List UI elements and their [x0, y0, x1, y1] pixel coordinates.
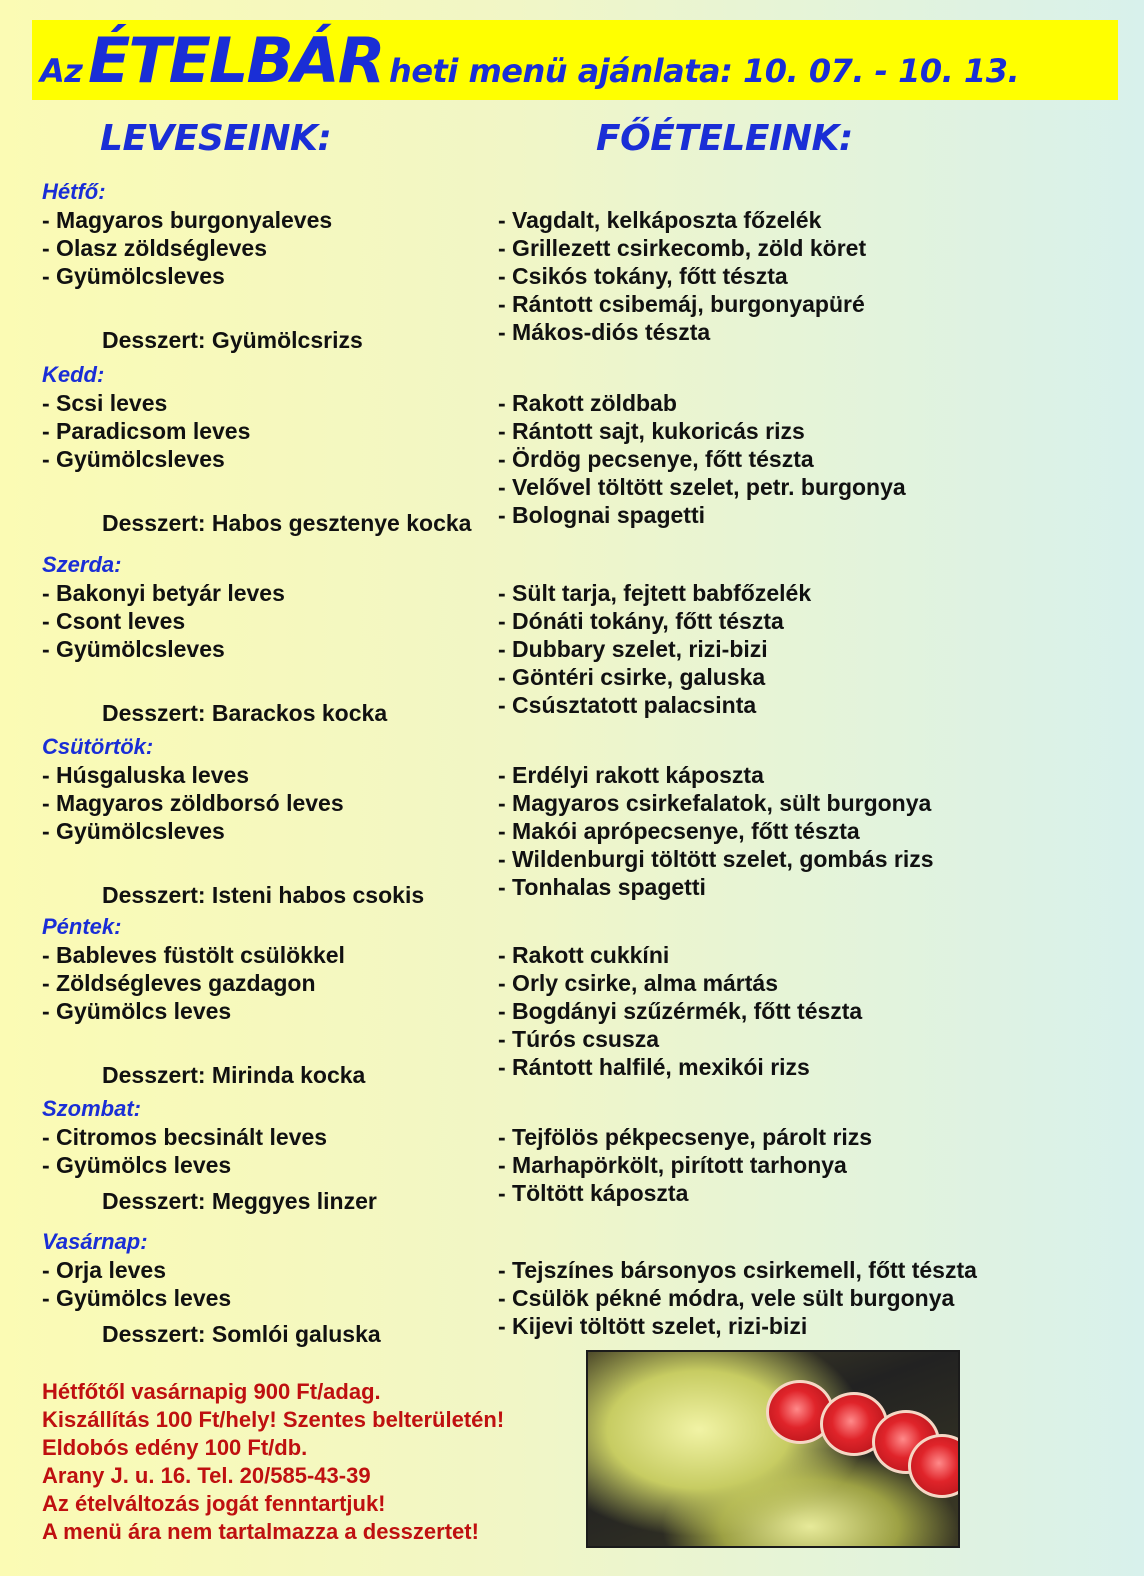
title-prefix: Az	[40, 52, 83, 90]
main-item: - Rakott zöldbab	[498, 390, 677, 416]
soup-item: - Gyümölcsleves	[42, 446, 225, 472]
soup-item: - Gyümölcsleves	[42, 636, 225, 662]
day-name: Hétfő:	[42, 179, 106, 204]
page-title	[40, 24, 1020, 97]
day-name: Szombat:	[42, 1096, 141, 1121]
mains-heading: FŐÉTELEINK:	[596, 118, 853, 159]
soups-heading: LEVESEINK:	[100, 118, 332, 159]
main-item: - Rakott cukkíni	[498, 942, 670, 968]
mains-monday	[498, 206, 866, 346]
soup-item: - Orja leves	[42, 1257, 167, 1283]
soup-item: - Gyümölcs leves	[42, 998, 232, 1024]
footer-line: Eldobós edény 100 Ft/db.	[42, 1435, 308, 1460]
soup-item: - Gyümölcs leves	[42, 1285, 232, 1311]
footer-line: Hétfőtől vasárnapig 900 Ft/adag.	[42, 1379, 381, 1404]
main-item: - Marhapörkölt, pirított tarhonya	[498, 1152, 847, 1178]
dessert: Desszert: Somlói galuska	[102, 1321, 381, 1347]
soup-item: - Húsgaluska leves	[42, 762, 250, 788]
soup-item: - Csont leves	[42, 608, 186, 634]
main-item: - Túrós csusza	[498, 1026, 660, 1052]
mains-wednesday	[498, 579, 811, 719]
main-item: - Makói aprópecsenye, főtt tészta	[498, 818, 860, 844]
main-item: - Magyaros csirkefalatok, sült burgonya	[498, 790, 932, 816]
day-name: Kedd:	[42, 362, 105, 387]
footer-line: Arany J. u. 16. Tel. 20/585-43-39	[42, 1463, 371, 1488]
day-block-wednesday	[42, 551, 387, 727]
soup-item: - Bakonyi betyár leves	[42, 580, 285, 606]
main-item: - Bogdányi szűzérmék, főtt tészta	[498, 998, 863, 1024]
main-item: - Tejfölös pékpecsenye, párolt rizs	[498, 1124, 873, 1150]
main-item: - Dónáti tokány, főtt tészta	[498, 608, 784, 634]
soup-item: - Olasz zöldségleves	[42, 235, 267, 261]
day-name: Péntek:	[42, 914, 122, 939]
restaurant-name: ÉTELBÁR	[87, 24, 384, 97]
title-suffix: heti menü ajánlata: 10. 07. - 10. 13.	[389, 52, 1020, 90]
soup-item: - Paradicsom leves	[42, 418, 251, 444]
day-block-saturday	[42, 1095, 377, 1215]
dessert: Desszert: Mirinda kocka	[102, 1062, 366, 1088]
main-item: - Csülök pékné módra, vele sült burgonya	[498, 1285, 955, 1311]
footer-info	[42, 1378, 504, 1546]
soup-item: - Bableves füstölt csülökkel	[42, 942, 345, 968]
main-item: - Tejszínes bársonyos csirkemell, főtt tészta	[498, 1257, 977, 1283]
day-name: Vasárnap:	[42, 1229, 148, 1254]
main-item: - Töltött káposzta	[498, 1180, 689, 1206]
main-item: - Ördög pecsenye, főtt tészta	[498, 446, 814, 472]
day-block-sunday	[42, 1228, 381, 1348]
mains-friday	[498, 941, 862, 1081]
soup-item: - Magyaros burgonyaleves	[42, 207, 333, 233]
main-item: - Wildenburgi töltött szelet, gombás rizs	[498, 846, 934, 872]
day-name: Csütörtök:	[42, 734, 154, 759]
main-item: - Rántott halfilé, mexikói rizs	[498, 1054, 810, 1080]
day-block-monday	[42, 178, 363, 354]
main-item: - Göntéri csirke, galuska	[498, 664, 766, 690]
day-block-friday	[42, 913, 365, 1089]
mains-thursday	[498, 761, 934, 901]
soup-item: - Magyaros zöldborsó leves	[42, 790, 344, 816]
day-block-tuesday	[42, 361, 471, 537]
footer-line: Az ételváltozás jogát fenntartjuk!	[42, 1491, 386, 1516]
dessert: Desszert: Barackos kocka	[102, 700, 388, 726]
soup-item: - Gyümölcs leves	[42, 1152, 232, 1178]
tomato-slice	[908, 1434, 960, 1498]
main-item: - Sült tarja, fejtett babfőzelék	[498, 580, 812, 606]
main-item: - Kijevi töltött szelet, rizi-bizi	[498, 1313, 808, 1339]
main-item: - Bolognai spagetti	[498, 502, 705, 528]
main-item: - Erdélyi rakott káposzta	[498, 762, 764, 788]
footer-line: Kiszállítás 100 Ft/hely! Szentes belterületén!	[42, 1407, 505, 1432]
food-photo	[586, 1350, 960, 1548]
dessert: Desszert: Habos gesztenye kocka	[102, 510, 472, 536]
soup-item: - Zöldségleves gazdagon	[42, 970, 316, 996]
dessert: Desszert: Meggyes linzer	[102, 1188, 377, 1214]
mains-sunday	[498, 1256, 977, 1340]
soup-item: - Gyümölcsleves	[42, 818, 225, 844]
soup-item: - Gyümölcsleves	[42, 263, 225, 289]
main-item: - Rántott csibemáj, burgonyapüré	[498, 291, 865, 317]
dessert: Desszert: Isteni habos csokis	[102, 882, 425, 908]
main-item: - Mákos-diós tészta	[498, 319, 711, 345]
main-item: - Dubbary szelet, rizi-bizi	[498, 636, 768, 662]
main-item: - Grillezett csirkecomb, zöld köret	[498, 235, 867, 261]
main-item: - Orly csirke, alma mártás	[498, 970, 778, 996]
main-item: - Velővel töltött szelet, petr. burgonya	[498, 474, 906, 500]
main-item: - Csúsztatott palacsinta	[498, 692, 757, 718]
main-item: - Csikós tokány, főtt tészta	[498, 263, 788, 289]
soup-item: - Citromos becsinált leves	[42, 1124, 328, 1150]
soup-item: - Scsi leves	[42, 390, 168, 416]
dessert: Desszert: Gyümölcsrizs	[102, 327, 363, 353]
day-name: Szerda:	[42, 552, 122, 577]
footer-line: A menü ára nem tartalmazza a desszertet!	[42, 1519, 479, 1544]
day-block-thursday	[42, 733, 424, 909]
main-item: - Vagdalt, kelkáposzta főzelék	[498, 207, 822, 233]
mains-saturday	[498, 1123, 872, 1207]
main-item: - Rántott sajt, kukoricás rizs	[498, 418, 805, 444]
mains-tuesday	[498, 389, 906, 529]
main-item: - Tonhalas spagetti	[498, 874, 706, 900]
